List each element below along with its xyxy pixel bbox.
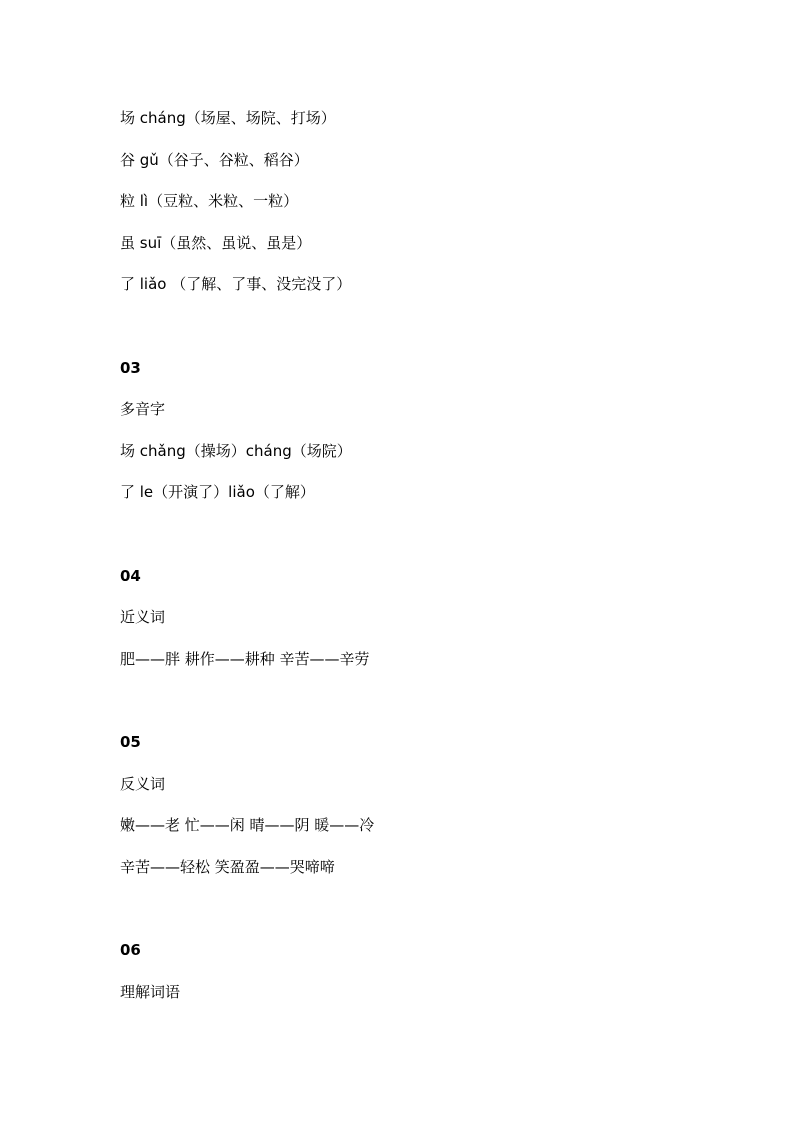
section-number-04: 04 xyxy=(120,567,141,585)
polyphonic-entry-chang: 场 chǎng（操场）cháng（场院） xyxy=(120,442,352,460)
section-number-06: 06 xyxy=(120,941,141,959)
section-number-03: 03 xyxy=(120,359,141,377)
char-entry-li: 粒 lì（豆粒、米粒、一粒） xyxy=(120,192,299,210)
section-title-polyphonic: 多音字 xyxy=(120,400,166,418)
section-title-synonyms: 近义词 xyxy=(120,608,166,626)
char-entry-liao: 了 liǎo （了解、了事、没完没了） xyxy=(120,275,352,293)
synonym-entry: 肥——胖 耕作——耕种 辛苦——辛劳 xyxy=(120,650,370,668)
antonym-entry: 辛苦——轻松 笑盈盈——哭啼啼 xyxy=(120,858,335,876)
char-entry-chang: 场 cháng（场屋、场院、打场） xyxy=(120,109,336,127)
section-title-word-meaning: 理解词语 xyxy=(120,983,181,1001)
section-number-05: 05 xyxy=(120,733,141,751)
char-entry-sui: 虽 suī（虽然、虽说、虽是） xyxy=(120,234,312,252)
char-entry-gu: 谷 gǔ（谷子、谷粒、稻谷） xyxy=(120,151,309,169)
antonym-entry: 嫩——老 忙——闲 晴——阴 暖——冷 xyxy=(120,816,375,834)
polyphonic-entry-le: 了 le（开演了）liǎo（了解） xyxy=(120,483,315,501)
section-title-antonyms: 反义词 xyxy=(120,775,166,793)
